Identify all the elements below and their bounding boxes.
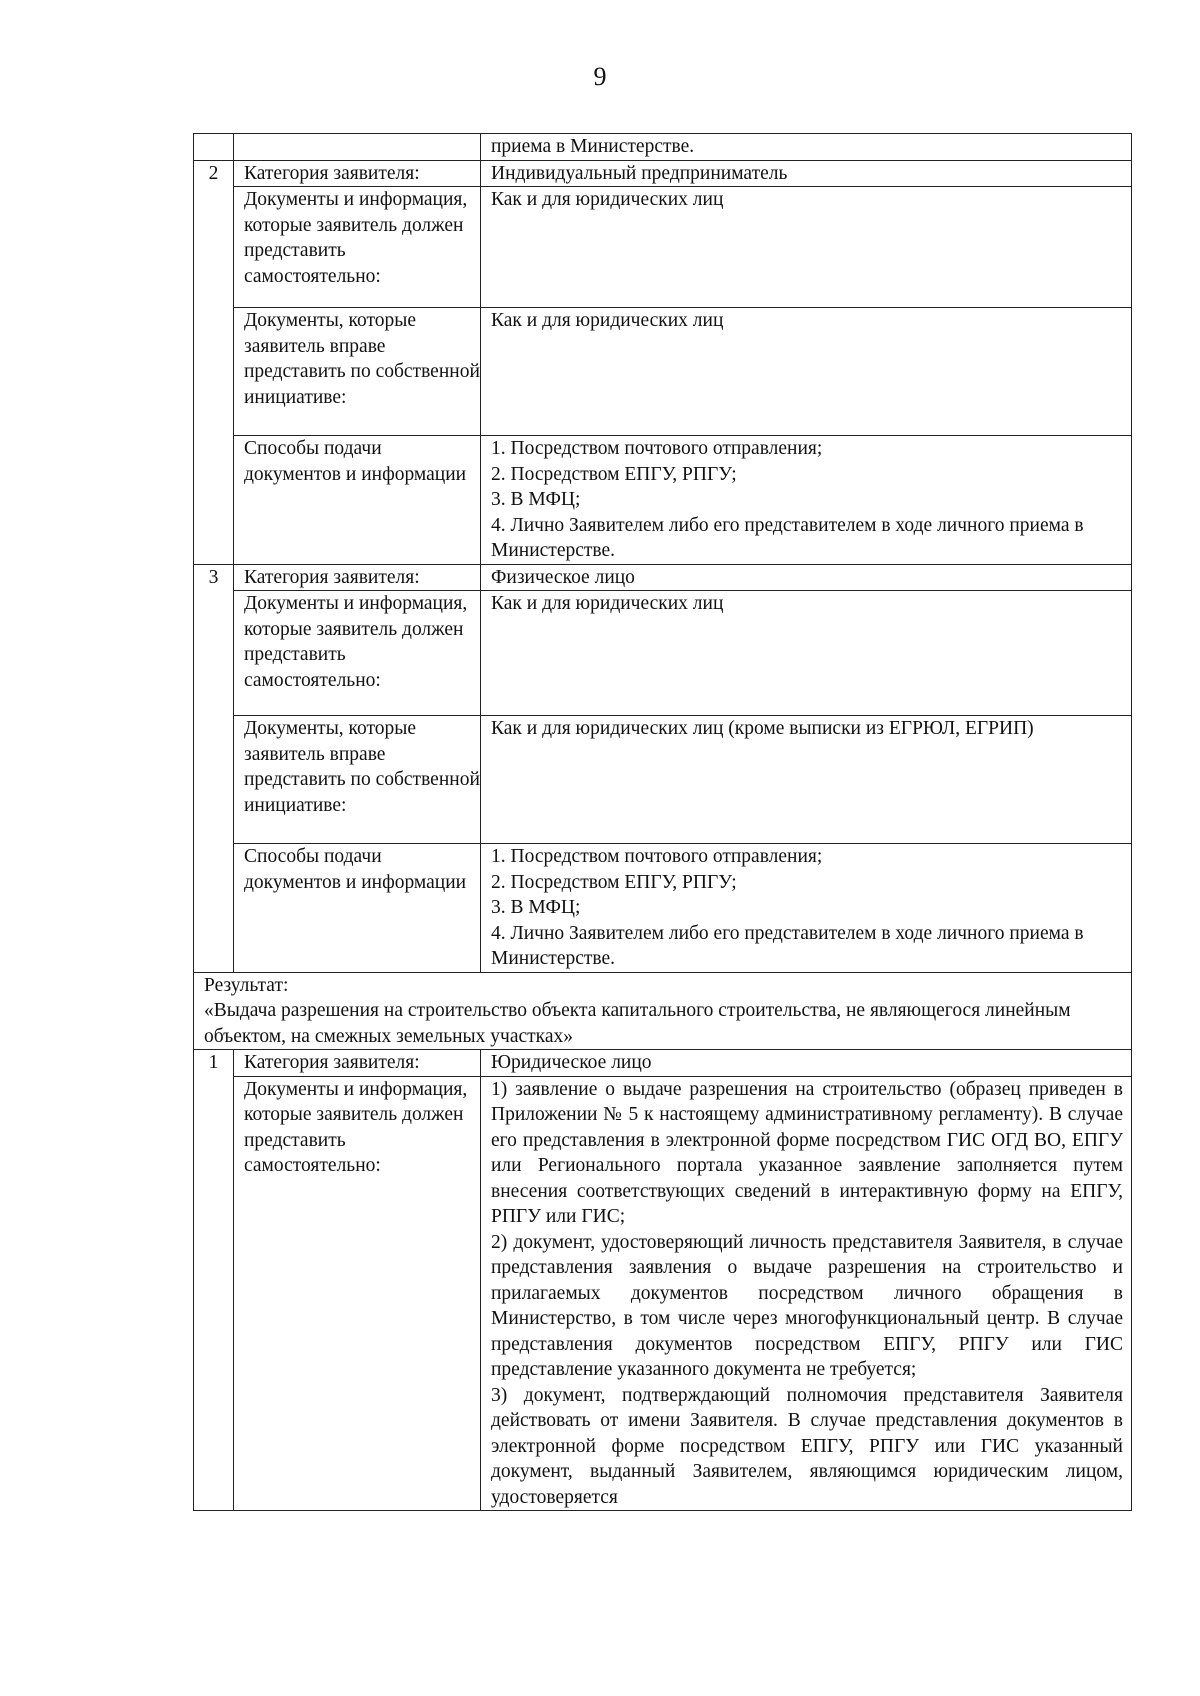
document-item: 3) документ, подтверждающий полномочия представителя Заявителя действовать от имени Заявителя. В случае представления документов в электронной форме посредством ЕПГУ, РПГУ или ГИС указанный документ, выданный Заявителем, являющимся юридическим лицом, удостоверяется [491, 1384, 1123, 1508]
label-cell [234, 134, 481, 161]
submission-method: 1. Посредством почтового отправления; [491, 846, 823, 867]
table-row [194, 160, 1132, 187]
row-number-cell [194, 134, 234, 161]
category-value: Физическое лицо [481, 564, 1132, 591]
row-number: 3 [194, 564, 234, 972]
table-row [194, 436, 1132, 565]
submission-methods [481, 844, 1132, 973]
category-label: Категория заявителя: [234, 564, 481, 591]
docs-required-label: Документы и информация, которые заявитель должен представить самостоятельно: [234, 591, 481, 716]
category-value: Юридическое лицо [481, 1050, 1132, 1077]
submission-method: 2. Посредством ЕПГУ, РПГУ; [491, 871, 737, 893]
row-number: 2 [194, 160, 234, 564]
table-row [194, 591, 1132, 716]
table-row [194, 1050, 1132, 1077]
submission-label: Способы подачи документов и информации [234, 844, 481, 973]
docs-required-label: Документы и информация, которые заявитель должен представить самостоятельно: [234, 187, 481, 308]
category-label: Категория заявителя: [234, 1050, 481, 1077]
table-row [194, 134, 1132, 161]
docs-required-value: Как и для юридических лиц [481, 187, 1132, 308]
submission-label: Способы подачи документов и информации [234, 436, 481, 565]
table-row [194, 716, 1132, 844]
docs-required-list [481, 1076, 1132, 1511]
row-number: 1 [194, 1050, 234, 1511]
result-label: Результат: [204, 974, 289, 996]
docs-required-value: Как и для юридических лиц [481, 591, 1132, 716]
docs-optional-label: Документы, которые заявитель вправе представить по собственной инициативе: [234, 716, 481, 844]
submission-methods [481, 436, 1132, 565]
document-item: 1) заявление о выдаче разрешения на строительство (образец приведен в Приложении № 5 к настоящему административному регламенту). В случае его представления в электронной форме посредством ГИС ОГД ВО, ЕПГУ или Регионального портала указанное заявление заполняется путем внесения соответствующих сведений в интерактивную форму на ЕПГУ, РПГУ или ГИС; [491, 1078, 1123, 1227]
docs-optional-label: Документы, которые заявитель вправе представить по собственной инициативе: [234, 308, 481, 436]
table-row [194, 1076, 1132, 1511]
result-cell [194, 972, 1132, 1050]
requirements-table [193, 133, 1132, 1511]
docs-optional-value: Как и для юридических лиц [481, 308, 1132, 436]
category-label: Категория заявителя: [234, 160, 481, 187]
docs-optional-value: Как и для юридических лиц (кроме выписки из ЕГРЮЛ, ЕГРИП) [481, 716, 1132, 844]
submission-method: 3. В МФЦ; [491, 897, 581, 918]
submission-method: 1. Посредством почтового отправления; [491, 438, 823, 459]
document-item: 2) документ, удостоверяющий личность представителя Заявителя, в случае представления заявления о выдаче разрешения на строительство и прилагаемых документов посредством личного обращения в Министерство, в том числе через многофункциональный центр. В случае представления документов посредством ЕПГУ, РПГУ или ГИС представление указанного документа не требуется; [491, 1231, 1123, 1380]
table-row [194, 844, 1132, 973]
result-text: «Выдача разрешения на строительство объекта капитального строительства, не являющегося линейным объектом, на смежных земельных участках» [204, 1000, 1071, 1047]
page-number: 9 [593, 62, 607, 91]
category-value: Индивидуальный предприниматель [481, 160, 1132, 187]
table-row [194, 564, 1132, 591]
continuation-text: приема в Министерстве. [481, 134, 1132, 161]
table-row [194, 187, 1132, 308]
submission-method: 2. Посредством ЕПГУ, РПГУ; [491, 463, 737, 485]
submission-method: 4. Лично Заявителем либо его представителем в ходе личного приема в Министерстве. [491, 922, 1084, 969]
result-row [194, 972, 1132, 1050]
submission-method: 3. В МФЦ; [491, 489, 581, 510]
table-row [194, 308, 1132, 436]
docs-required-label: Документы и информация, которые заявитель должен представить самостоятельно: [234, 1076, 481, 1511]
submission-method: 4. Лично Заявителем либо его представителем в ходе личного приема в Министерстве. [491, 514, 1084, 561]
